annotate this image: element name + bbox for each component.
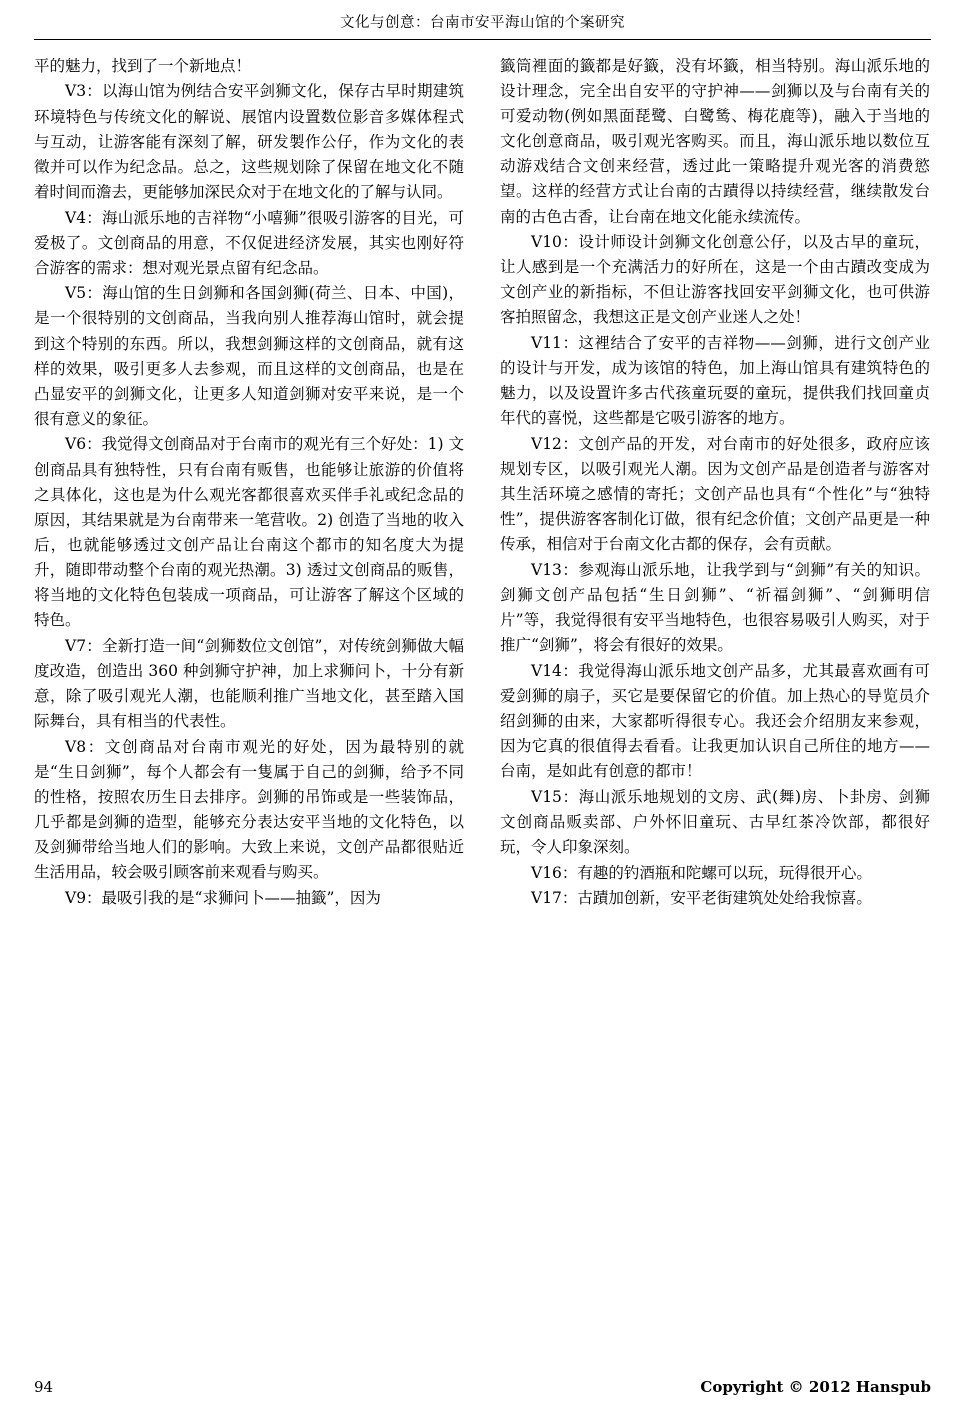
right-column bbox=[500, 54, 930, 1324]
paragraph: V16：有趣的钓酒瓶和陀螺可以玩，玩得很开心。 bbox=[531, 863, 872, 882]
paragraph: V7：全新打造一间“剑狮数位文创馆”，对传统剑狮做大幅度改造，创造出 360 种剑狮守护神，加上求狮问卜，十分有新意，除了吸引观光人潮，也能顺利推广当地文化，甚至踏入国际舞台，具有相当的代表性。 bbox=[34, 636, 464, 731]
header-divider bbox=[34, 39, 931, 40]
paragraph: V13：参观海山派乐地，让我学到与“剑狮”有关的知识。剑狮文创产品包括“生日剑狮”、“祈福剑狮”、“剑狮明信片”等，我觉得很有安平当地特色，也很容易吸引人购买，对于推广“剑狮”，将会有很好的效果。 bbox=[500, 561, 930, 655]
paragraph: V8：文创商品对台南市观光的好处，因为最特别的就是“生日剑狮”，每个人都会有一隻属于自己的剑狮，给予不同的性格，按照农历生日去排序。剑狮的吊饰或是一些装饰品，几乎都是剑狮的造型，能够充分表达安平当地的文化特色，以及剑狮带给当地人们的影响。大致上来说，文创产品都很贴近生活用品，较会吸引顾客前来观看与购买。 bbox=[34, 737, 464, 882]
paragraph: V4：海山派乐地的吉祥物“小嘻狮”很吸引游客的目光，可爱极了。文创商品的用意，不仅促进经济发展，其实也刚好符合游客的需求：想对观光景点留有纪念品。 bbox=[34, 208, 464, 277]
paragraph: V11：这裡结合了安平的吉祥物——剑狮，进行文创产业的设计与开发，成为该馆的特色，加上海山馆具有建筑特色的魅力，以及设置许多古代孩童玩耍的童玩，提供我们找回童贞年代的喜悦，这些都是它吸引游客的地方。 bbox=[500, 334, 930, 428]
page-footer bbox=[34, 1378, 931, 1396]
paragraph: V10：设计师设计剑狮文化创意公仔，以及古早的童玩，让人感到是一个充满活力的好所在，这是一个由古蹟改变成为文创产业的新指标，不但让游客找回安平剑狮文化，也可供游客拍照留念，我想这正是文创产业迷人之处！ bbox=[500, 233, 930, 327]
paragraph: V3：以海山馆为例结合安平剑狮文化，保存古早时期建筑环境特色与传统文化的解说、展馆内设置数位影音多媒体程式与互动，让游客能有深刻了解，研发製作公仔，作为文化的表徵并可以作为纪念品。总之，这些规划除了保留在地文化不随着时间而澹去，更能够加深民众对于在地文化的了解与认同。 bbox=[34, 82, 464, 201]
copyright-notice: Copyright © 2012 Hanspub bbox=[700, 1378, 931, 1396]
paragraph: V5：海山馆的生日剑狮和各国剑狮(荷兰、日本、中国)，是一个很特别的文创商品，当我向别人推荐海山馆时，就会提到这个特别的东西。所以，我想剑狮这样的文创商品，就有这样的效果，吸引更多人去参观，而且这样的文创商品，也是在凸显安平的剑狮文化，让更多人知道剑狮对安平来说，是一个很有意义的象征。 bbox=[34, 284, 464, 428]
two-column-body bbox=[34, 54, 931, 1324]
paragraph: 籤筒裡面的籤都是好籤，没有坏籤，相当特别。海山派乐地的设计理念，完全出自安平的守护神——剑狮以及与台南有关的可爱动物(例如黑面琵鹭、白鹭鸶、梅花鹿等)，融入于当地的文化创意商品，吸引观光客购买。而且，海山派乐地以数位互动游戏结合文创来经营，透过此一策略提升观光客的消费慾望。这样的经营方式让台南的古蹟得以持续经营，继续散发台南的古色古香，让台南在地文化能永续流传。 bbox=[500, 56, 930, 226]
paragraph: V12：文创产品的开发，对台南市的好处很多，政府应该规划专区，以吸引观光人潮。因为文创产品是创造者与游客对其生活环境之感情的寄托；文创产品也具有“个性化”与“独特性”，提供游客客制化订做，很有纪念价值；文创产品更是一种传承，相信对于台南文化古都的保存，会有贡献。 bbox=[500, 434, 930, 554]
paragraph: V6：我觉得文创商品对于台南市的观光有三个好处：1) 文创商品具有独特性，只有台南有贩售，也能够让旅游的价值将之具体化，这也是为什么观光客都很喜欢买伴手礼或纪念品的原因，其结果就是为台南带来一笔营收。2) 创造了当地的收入后，也就能够透过文创产品让台南这个都市的知名度大为提升，随即带动整个台南的观光热潮。3) 透过文创商品的贩售，将当地的文化特色包装成一项商品，可让游客了解这个区域的特色。 bbox=[34, 435, 464, 630]
page-number: 94 bbox=[34, 1378, 54, 1396]
paragraph: V14：我觉得海山派乐地文创产品多，尤其最喜欢画有可爱剑狮的扇子，买它是要保留它的价值。加上热心的导览员介绍剑狮的由来，大家都听得很专心。我还会介绍朋友来参观，因为它真的很值得去看看。让我更加认识自己所住的地方——台南，是如此有创意的都市！ bbox=[500, 661, 930, 781]
running-head: 文化与创意：台南市安平海山馆的个案研究 bbox=[340, 15, 625, 31]
paragraph: V9：最吸引我的是“求狮问卜——抽籤”，因为 bbox=[65, 888, 381, 907]
paragraph: V15：海山派乐地规划的文房、武(舞)房、卜卦房、剑狮文创商品贩卖部、户外怀旧童玩、古早红茶冷饮部，都很好玩，令人印象深刻。 bbox=[500, 788, 930, 857]
paragraph: 平的魅力，找到了一个新地点！ bbox=[34, 56, 252, 75]
left-column bbox=[34, 54, 464, 1324]
paragraph: V17：古蹟加创新，安平老街建筑处处给我惊喜。 bbox=[531, 889, 872, 908]
